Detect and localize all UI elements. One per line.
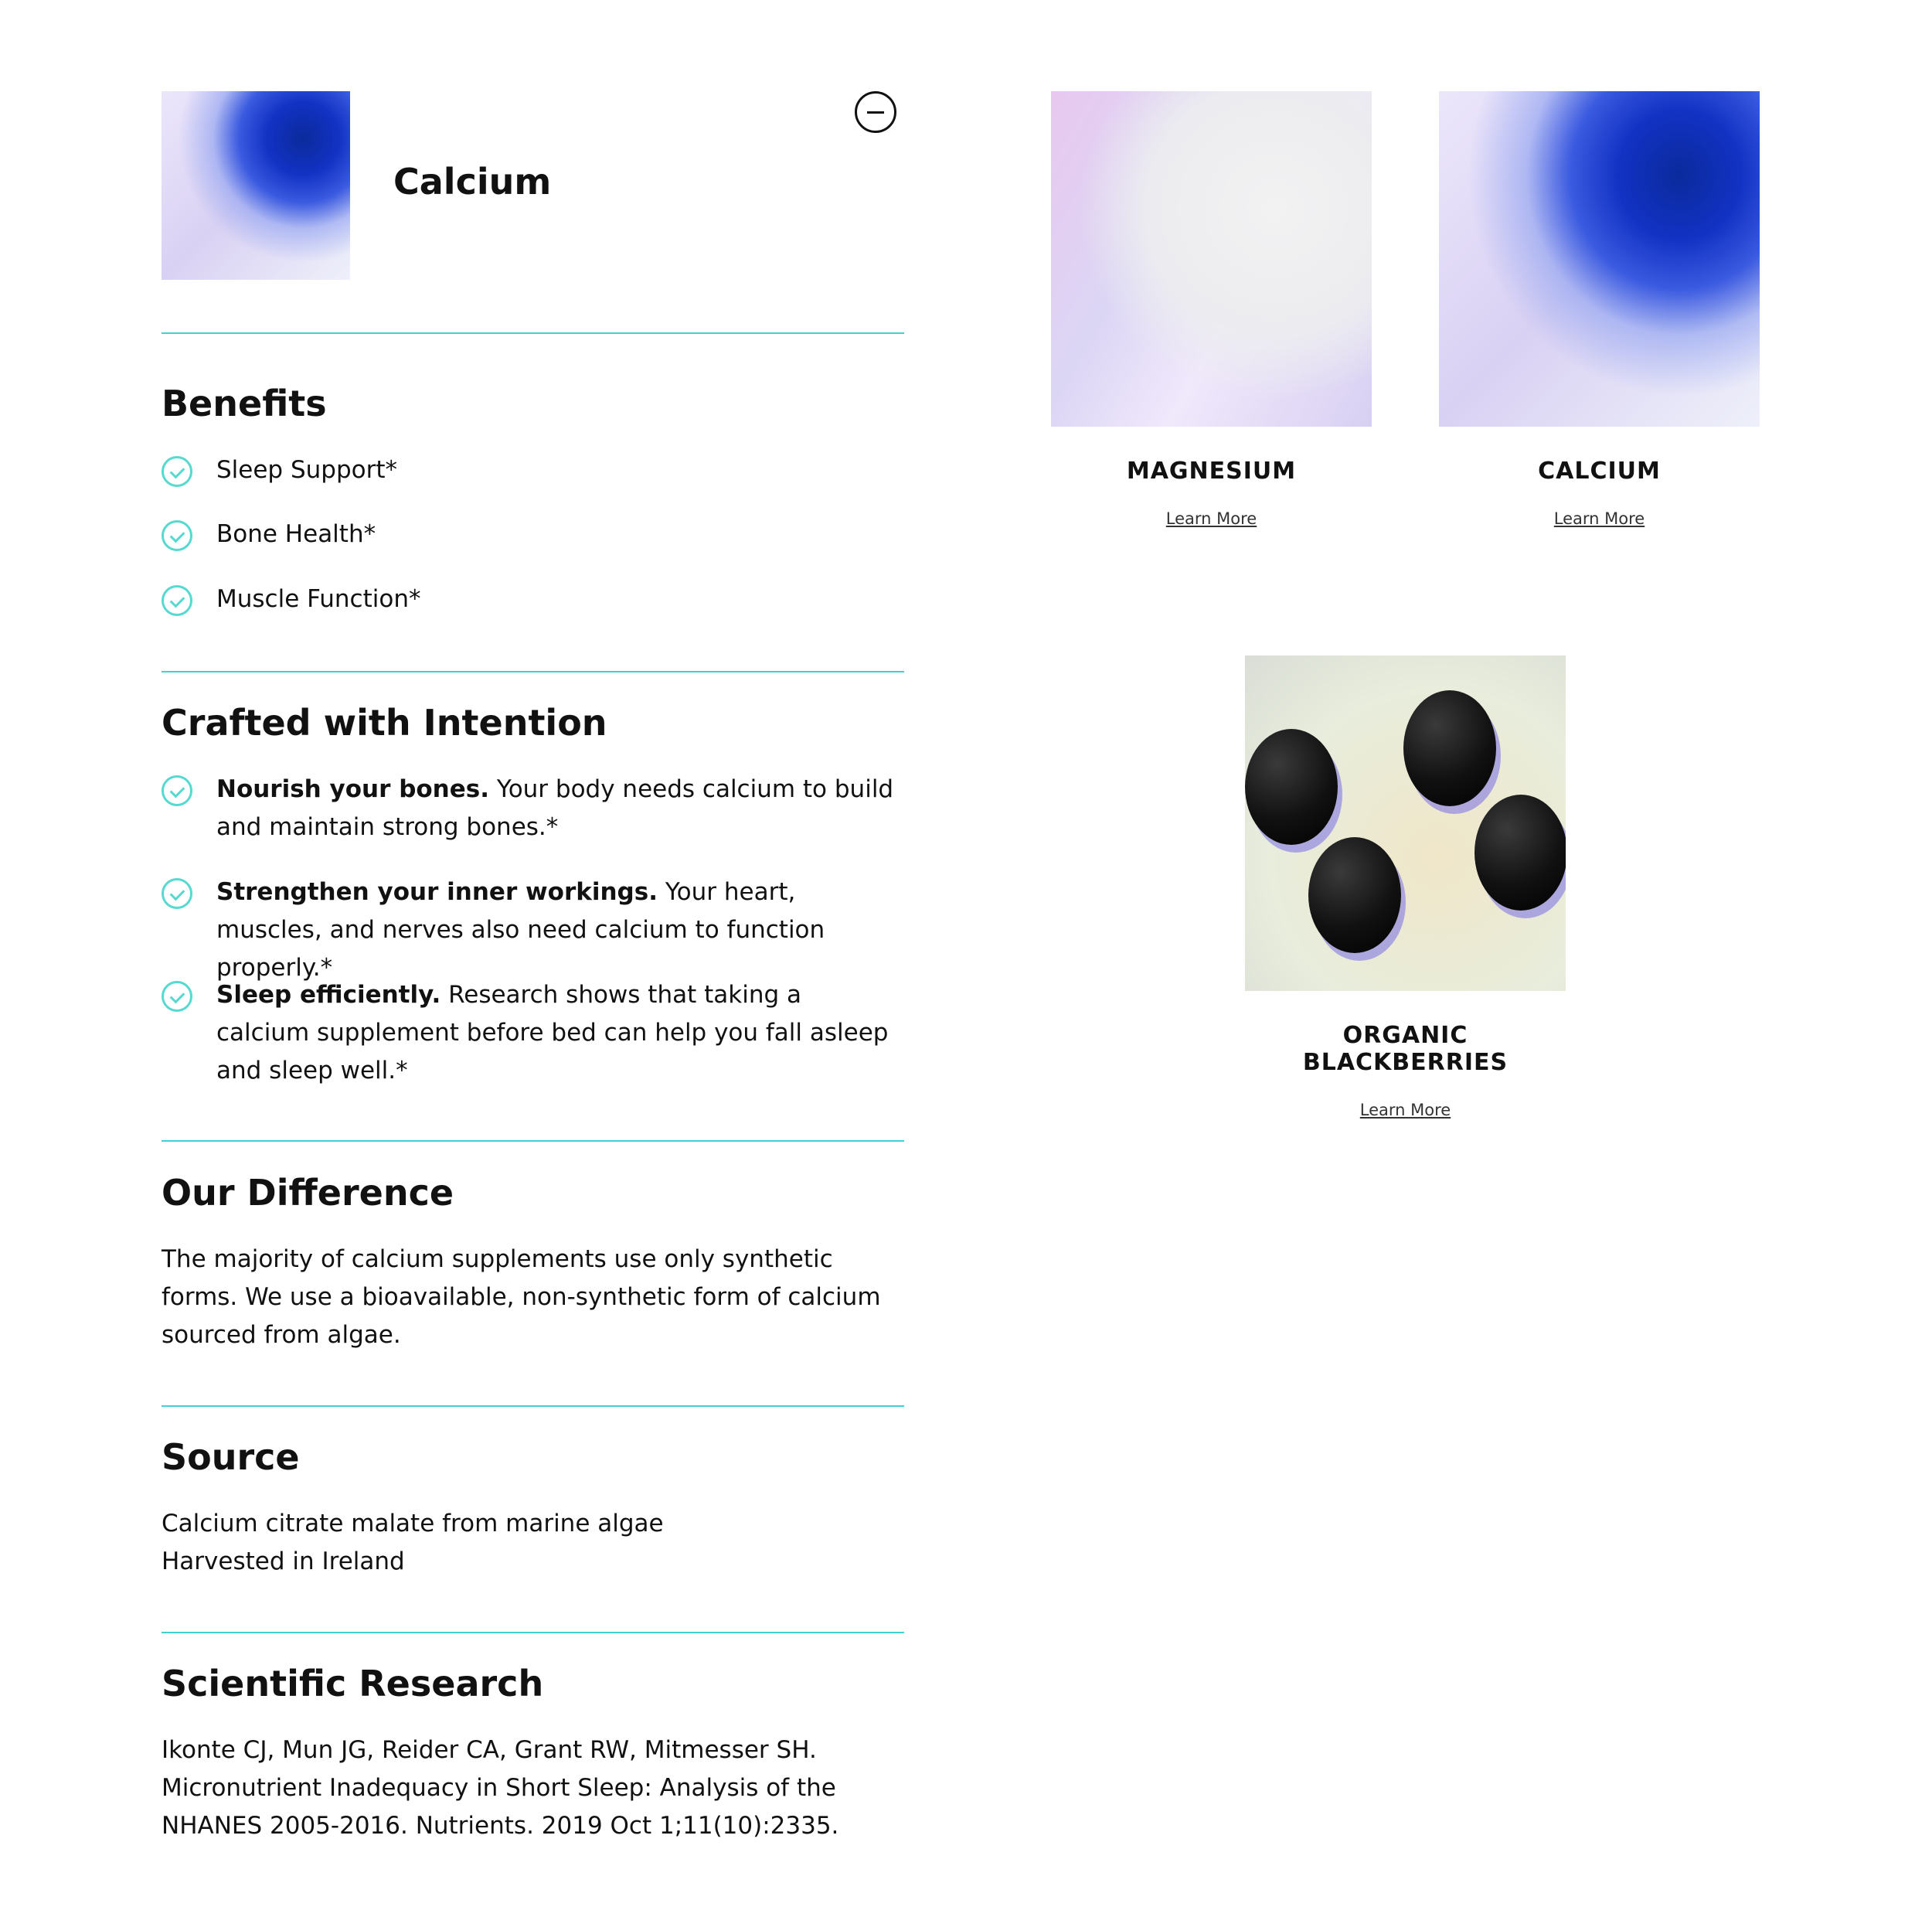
blackberry-shape xyxy=(1403,690,1496,806)
learn-more-link[interactable]: Learn More xyxy=(1165,509,1257,528)
calcium-image xyxy=(1439,91,1760,427)
ingredient-name: ORGANIC BLACKBERRIES xyxy=(1302,1022,1509,1076)
ingredient-card-calcium xyxy=(1439,91,1760,528)
minus-circle-icon[interactable] xyxy=(855,91,896,133)
crafted-text: Nourish your bones. Your body needs calcium to build and maintain strong bones.* xyxy=(216,775,894,841)
page-title: Calcium xyxy=(393,161,552,203)
ingredient-name: MAGNESIUM xyxy=(1126,458,1297,485)
check-circle-icon xyxy=(162,456,192,487)
crafted-text: Sleep efficiently. Research shows that taking a calcium supplement before bed can help you fall asleep and sleep well.* xyxy=(216,981,889,1084)
magnesium-image xyxy=(1051,91,1372,427)
research-text: Ikonte CJ, Mun JG, Reider CA, Grant RW, Mitmesser SH. Micronutrient Inadequacy in Short Sleep: Analysis of the NHANES 2005-2016. Nutrients. 2019 Oct 1;11(10):2335. xyxy=(162,1736,839,1840)
blackberry-shape xyxy=(1245,729,1338,845)
ingredient-card-blackberries xyxy=(1245,655,1566,1119)
divider xyxy=(162,332,904,334)
divider xyxy=(162,671,904,672)
blackberries-image xyxy=(1245,655,1566,991)
source-line: Calcium citrate malate from marine algae xyxy=(162,1510,664,1537)
benefits-heading: Benefits xyxy=(162,383,327,424)
crafted-heading: Crafted with Intention xyxy=(162,702,607,744)
source-heading: Source xyxy=(162,1436,300,1478)
benefit-label: Bone Health* xyxy=(216,520,376,548)
research-heading: Scientific Research xyxy=(162,1663,544,1704)
blackberry-shape xyxy=(1308,837,1401,953)
difference-text: The majority of calcium supplements use only synthetic forms. We use a bioavailable, non-synthetic form of calcium sourced from algae. xyxy=(162,1245,881,1349)
check-circle-icon xyxy=(162,520,192,551)
divider xyxy=(162,1632,904,1633)
check-circle-icon xyxy=(162,585,192,616)
calcium-header-image xyxy=(162,91,350,280)
crafted-text: Strengthen your inner workings. Your heart, muscles, and nerves also need calcium to function properly.* xyxy=(216,878,825,982)
check-circle-icon xyxy=(162,775,192,806)
source-line: Harvested in Ireland xyxy=(162,1548,405,1575)
divider xyxy=(162,1405,904,1407)
benefit-label: Muscle Function* xyxy=(216,585,421,613)
check-circle-icon xyxy=(162,878,192,909)
check-circle-icon xyxy=(162,981,192,1012)
learn-more-link[interactable]: Learn More xyxy=(1553,509,1645,528)
benefit-label: Sleep Support* xyxy=(216,456,398,484)
divider xyxy=(162,1140,904,1142)
learn-more-link[interactable]: Learn More xyxy=(1359,1101,1451,1119)
ingredient-card-magnesium xyxy=(1051,91,1372,528)
difference-heading: Our Difference xyxy=(162,1172,454,1214)
blackberry-shape xyxy=(1475,795,1566,911)
ingredient-name: CALCIUM xyxy=(1538,458,1661,485)
